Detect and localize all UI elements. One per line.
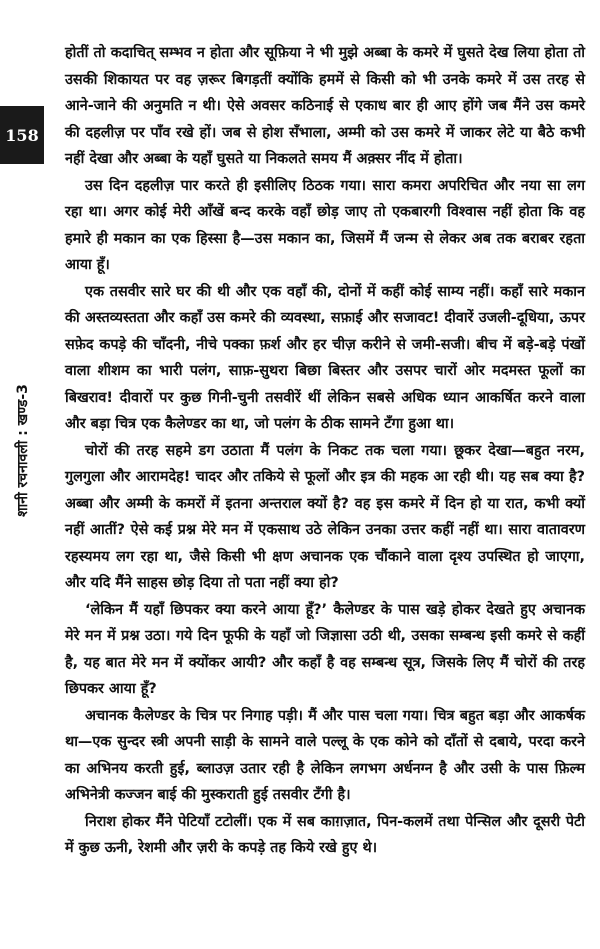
- paragraph-5: ‘लेकिन मैं यहाँ छिपकर क्या करने आया हूँ?’ कैलेण्डर के पास खड़े होकर देखते हुए अचानक मेरे मन में प्रश्न उठा। गये दिन फूफी के यहाँ जो जिज्ञासा उठी थी, उसका सम्बन्ध इसी कमरे से कहीं है, यह बात मेरे मन में क्योंकर आयी? और कहाँ है वह सम्बन्ध सूत्र, जिसके लिए मैं चोरों की तरह छिपकर आया हूँ?: [65, 601, 585, 697]
- paragraph-2: उस दिन दहलीज़ पार करते ही इसीलिए ठिठक गया। सारा कमरा अपरिचित और नया सा लग रहा था। अगर कोई मेरी आँखें बन्द करके वहाँ छोड़ जाए तो एकबारगी विश्वास नहीं होता कि वह हमारे ही मकान का एक हिस्सा है—उस मकान का, जिसमें मैं जन्म से लेकर अब तक बराबर रहता आया हूँ।: [65, 177, 585, 273]
- paragraph-1: होतीं तो कदाचित् सम्भव न होता और सूफ़िया ने भी मुझे अब्बा के कमरे में घुसते देख लिया होता तो उसकी शिकायत पर वह ज़रूर बिगड़तीं क्योंकि हममें से किसी को भी उनके कमरे में उस तरह से आने-जाने की अनुमति न थी। ऐसे अवसर कठिनाई से एकाध बार ही आए होंगे जब मैंने उस कमरे की दहलीज़ पर पाँव रखे हों। जब से होश सँभाला, अम्मी को उस कमरे में जाकर लेटे या बैठे कभी नहीं देखा और अब्बा के यहाँ घुसते या निकलते समय मैं अक़्सर नींद में होता।: [65, 45, 585, 167]
- paragraph-3: एक तसवीर सारे घर की थी और एक वहाँ की, दोनों में कहीं कोई साम्य नहीं। कहाँ सारे मकान की अस्तव्यस्तता और कहाँ उस कमरे की व्यवस्था, सफ़ाई और सजावट! दीवारें उजली-दूधिया, ऊपर सफ़ेद कपड़े की चाँदनी, नीचे पक्का फ़र्श और हर चीज़ करीने से जमी-सजी। बीच में बड़े-बड़े पंखों वाला शीशम का भारी पलंग, साफ़-सुथरा बिछा बिस्तर और उसपर चारों ओर मदमस्त फूलों का बिखराव! दीवारों पर कुछ गिनी-चुनी तसवीरें थीं लेकिन सबसे अधिक ध्यान आकर्षित करने वाला और बड़ा चित्र एक कैलेण्डर का था, जो पलंग के ठीक सामने टँगा हुआ था।: [65, 283, 585, 432]
- running-head: [10, 300, 34, 600]
- page-number: 158: [5, 125, 39, 145]
- paragraph-4: चोरों की तरह सहमे डग उठाता मैं पलंग के निकट तक चला गया। छूकर देखा—बहुत नरम, गुलगुला और आरामदेह! चादर और तकिये से फूलों और इत्र की महक आ रही थी। यह सब क्या है? अब्बा और अम्मी के कमरों में इतना अन्तराल क्यों है? वह इस कमरे में दिन हो या रात, कभी क्यों नहीं आतीं? ऐसे कई प्रश्न मेरे मन में एकसाथ उठे लेकिन उनका उत्तर कहीं नहीं था। सारा वातावरण रहस्यमय लग रहा था, जैसे किसी भी क्षण अचानक एक चौंकाने वाला दृश्य उपस्थित हो जाएगा, और यदि मैंने साहस छोड़ दिया तो पता नहीं क्या हो?: [65, 442, 585, 591]
- paragraph-7: निराश होकर मैंने पेटियाँ टटोलीं। एक में सब काग़ज़ात, पिन-कलमें तथा पेन्सिल और दूसरी पेटी में कुछ ऊनी, रेशमी और ज़री के कपड़े तह किये रखे हुए थे।: [65, 813, 585, 856]
- running-head-text: शानी रचनावली : खण्ड-3: [14, 383, 31, 517]
- page-number-tab: [0, 106, 44, 164]
- body-text: [65, 40, 585, 862]
- paragraph-6: अचानक कैलेण्डर के चित्र पर निगाह पड़ी। मैं और पास चला गया। चित्र बहुत बड़ा और आकर्षक था—एक सुन्दर स्त्री अपनी साड़ी के सामने वाले पल्लू के एक कोने को दाँतों से दबाये, परदा करने का अभिनय करती हुई, ब्लाउज़ उतार रही है लेकिन लगभग अर्धनग्न है और उसी के पास फ़िल्म अभिनेत्री कज्जन बाई की मुस्कराती हुई तसवीर टँगी है।: [65, 707, 585, 803]
